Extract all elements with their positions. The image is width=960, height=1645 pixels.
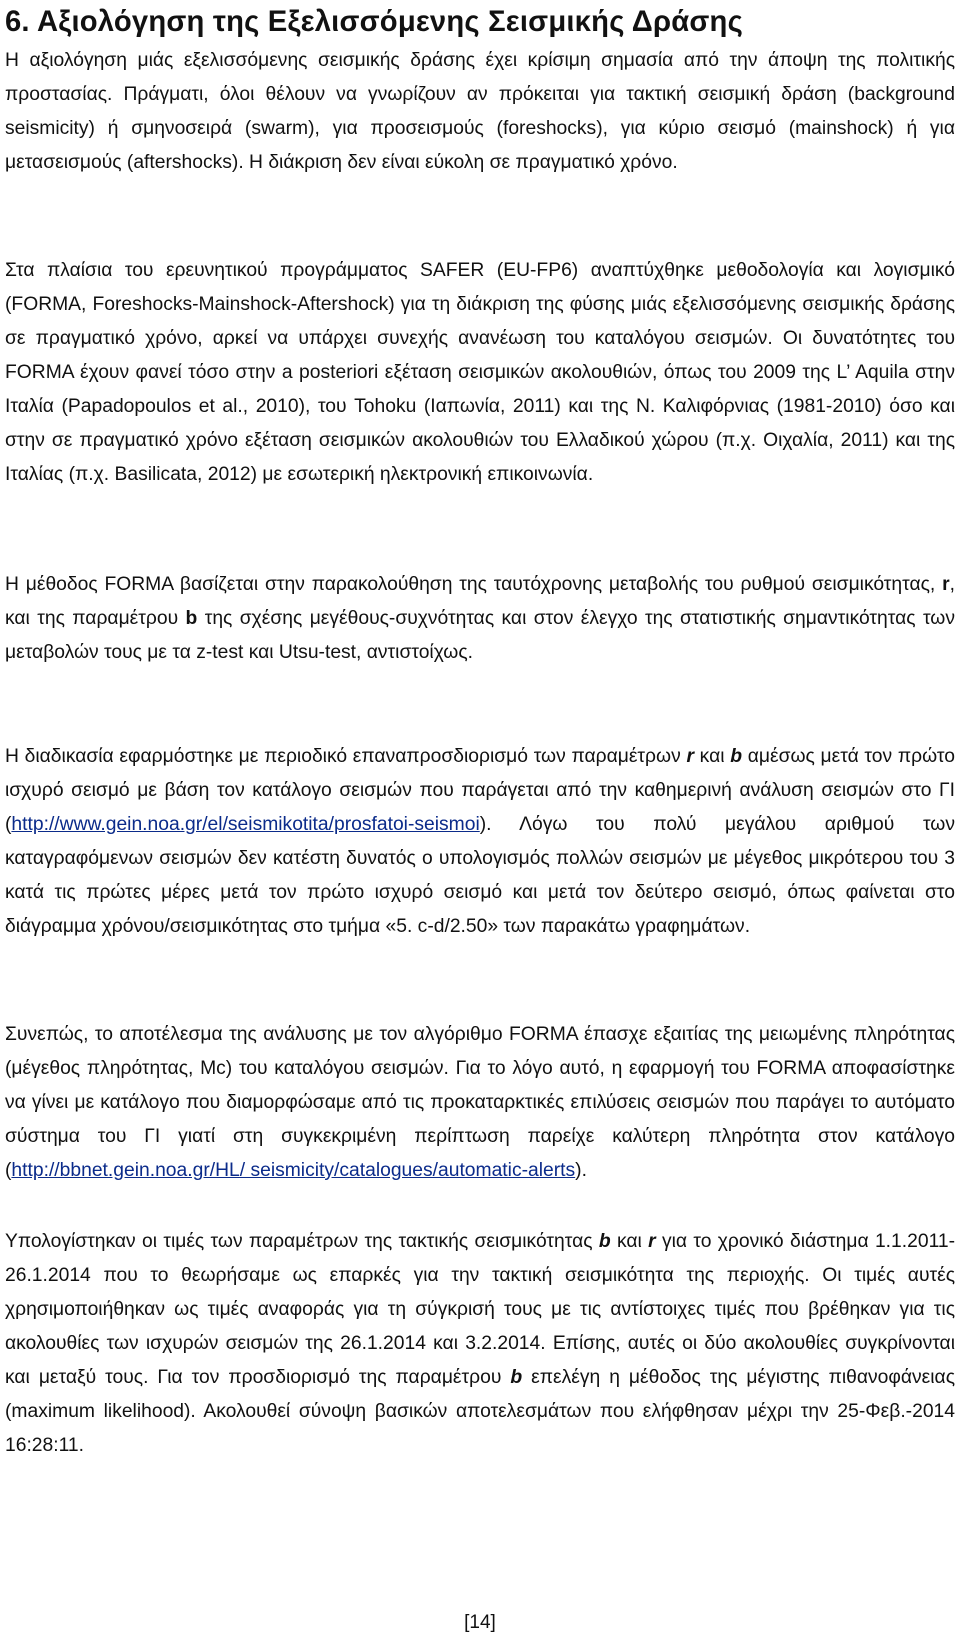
param-b: b — [598, 1231, 611, 1252]
paragraph-2: Στα πλαίσια του ερευνητικού προγράμματος SAFER (EU-FP6) αναπτύχθηκε μεθοδολογία και λογισμικό (FORMA, Foreshocks-Mainshock-Aftershock) για τη διάκριση της φύσης μιάς εξελισσόμενης σεισμικής δράσης σε πραγματικό χρόνο, αρκεί να υπάρχει συνεχής ανανέωση του καταλόγου σεισμών. Οι δυνατότητες του FORMA έχουν φανεί τόσο στην a posteriori εξέταση σεισμικών ακολουθιών, όπως του 2009 της L’ Aquila στην Ιταλία (Papadopoulos et al., 2010), του Tohoku (Ιαπωνία, 2011) και της Ν. Καλιφόρνιας (1981-2010) όσο και στην σε πραγματικό χρόνο εξέταση σεισμικών ακολουθιών του Ελλαδικού χώρου (π.χ. Οιχαλία, 2011) και της Ιταλίας (π.χ. Basilicata, 2012) με εσωτερική ηλεκτρονική επικοινωνία. — [5, 260, 955, 485]
document-page — [5, 0, 955, 1645]
paragraph-4-text-4: ). Λόγω του πολύ μεγάλου αριθμού των καταγραφόμενων σεισμών δεν κατέστη δυνατός ο υπολογισμός πολλών σεισμών με μέγεθος μικρότερου του 3 κατά τις πρώτες μέρες μετά τον πρώτο ισχυρό σεισμό και μετά τον δεύτερο σεισμό, όπως φαίνεται στο διάγραμμα χρόνου/σεισμικότητας στο τμήμα «5. c-d/2.50» των παρακάτω γραφημάτων. — [5, 814, 955, 937]
section-heading: 6. Αξιολόγηση της Εξελισσόμενης Σεισμικής Δράσης — [5, 6, 743, 38]
param-r: r — [686, 746, 694, 767]
paragraph-3 — [5, 568, 955, 670]
paragraph-3-text-2: , και της παραμέτρου — [5, 574, 955, 629]
paragraph-6-text-1: Υπολογίστηκαν οι τιμές των παραμέτρων της τακτικής σεισμικότητας — [5, 1231, 599, 1252]
page-number: [14] — [464, 1612, 496, 1633]
paragraph-3-text-3: της σχέσης μεγέθους-συχνότητας και στον έλεγχο της στατιστικής σημαντικότητας των μεταβολών τους με τα z-test και Utsu-test, αντιστοίχως. — [5, 608, 955, 663]
param-b: b — [185, 608, 198, 629]
paragraph-4-text-1: Η διαδικασία εφαρμόστηκε με περιοδικό επαναπροσδιορισμό των παραμέτρων — [5, 746, 687, 767]
paragraph-5 — [5, 1018, 955, 1188]
paragraph-6-text-2: και — [610, 1231, 649, 1252]
bbnet-catalogue-link[interactable]: http://bbnet.gein.noa.gr/HL/ seismicity/catalogues/automatic-alerts — [11, 1160, 576, 1181]
param-b: b — [730, 746, 742, 767]
param-r: r — [942, 574, 950, 595]
param-r: r — [648, 1231, 656, 1252]
paragraph-6 — [5, 1225, 955, 1463]
paragraph-6-text-4: επελέγη η μέθοδος της μέγιστης πιθανοφάνειας (maximum likelihood). Ακολουθεί σύνοψη βασικών αποτελεσμάτων που ελήφθησαν μέχρι την 25-Φεβ.-2014 16:28:11. — [5, 1367, 955, 1456]
paragraph-4-text-3: αμέσως μετά τον πρώτο ισχυρό σεισμό με βάση τον κατάλογο σεισμών που παράγεται από την καθημερινή ανάλυση σεισμών στο ΓΙ ( — [5, 746, 955, 835]
param-b: b — [510, 1367, 523, 1388]
paragraph-6-text-3: για το χρονικό διάστημα 1.1.2011-26.1.2014 που το θεωρήσαμε ως επαρκές για την τακτική σεισμικότητα της περιοχής. Οι τιμές αυτές χρησιμοποιήθηκαν ως τιμές αναφοράς για τη σύγκρισή τους με τις αντίστοιχες τιμές που βρέθηκαν για τις ακολουθίες των ισχυρών σεισμών της 26.1.2014 και 3.2.2014. Επίσης, αυτές οι δύο ακολουθίες συγκρίνονται και μεταξύ τους. Για τον προσδιορισμό της παραμέτρου — [5, 1231, 956, 1388]
paragraph-3-text-1: Η μέθοδος FORMA βασίζεται στην παρακολούθηση της ταυτόχρονης μεταβολής του ρυθμού σεισμικότητας, — [5, 574, 943, 595]
paragraph-4 — [5, 740, 955, 944]
paragraph-5-text-1: Συνεπώς, το αποτέλεσμα της ανάλυσης με τον αλγόριθμο FORMA έπασχε εξαιτίας της μειωμένης πληρότητας (μέγεθος πληρότητας, Mc) του καταλόγου σεισμών. Για το λόγο αυτό, η εφαρμογή του FORMA αποφασίστηκε να γίνει με κατάλογο που διαμορφώσαμε από τις προκαταρκτικές επιλύσεις σεισμών που παράγει το αυτόματο σύστημα του ΓΙ γιατί στη συγκεκριμένη περίπτωση παρείχε καλύτερη πληρότητα στον κατάλογο ( — [5, 1024, 955, 1181]
gein-seismicity-link[interactable]: http://www.gein.noa.gr/el/seismikotita/prosfatoi-seismoi — [11, 814, 480, 835]
paragraph-1: Η αξιολόγηση μιάς εξελισσόμενης σεισμικής δράσης έχει κρίσιμη σημασία από την άποψη της πολιτικής προστασίας. Πράγματι, όλοι θέλουν να γνωρίζουν αν πρόκειται για τακτική σεισμική δράση (background seismicity) ή σμηνοσειρά (swarm), για προσεισμούς (foreshocks), για κύριο σεισμό (mainshock) ή για μετασεισμούς (aftershocks). Η διάκριση δεν είναι εύκολη σε πραγματικό χρόνο. — [5, 50, 955, 173]
paragraph-4-text-2: και — [693, 746, 731, 767]
paragraph-5-text-2: ). — [575, 1160, 587, 1181]
